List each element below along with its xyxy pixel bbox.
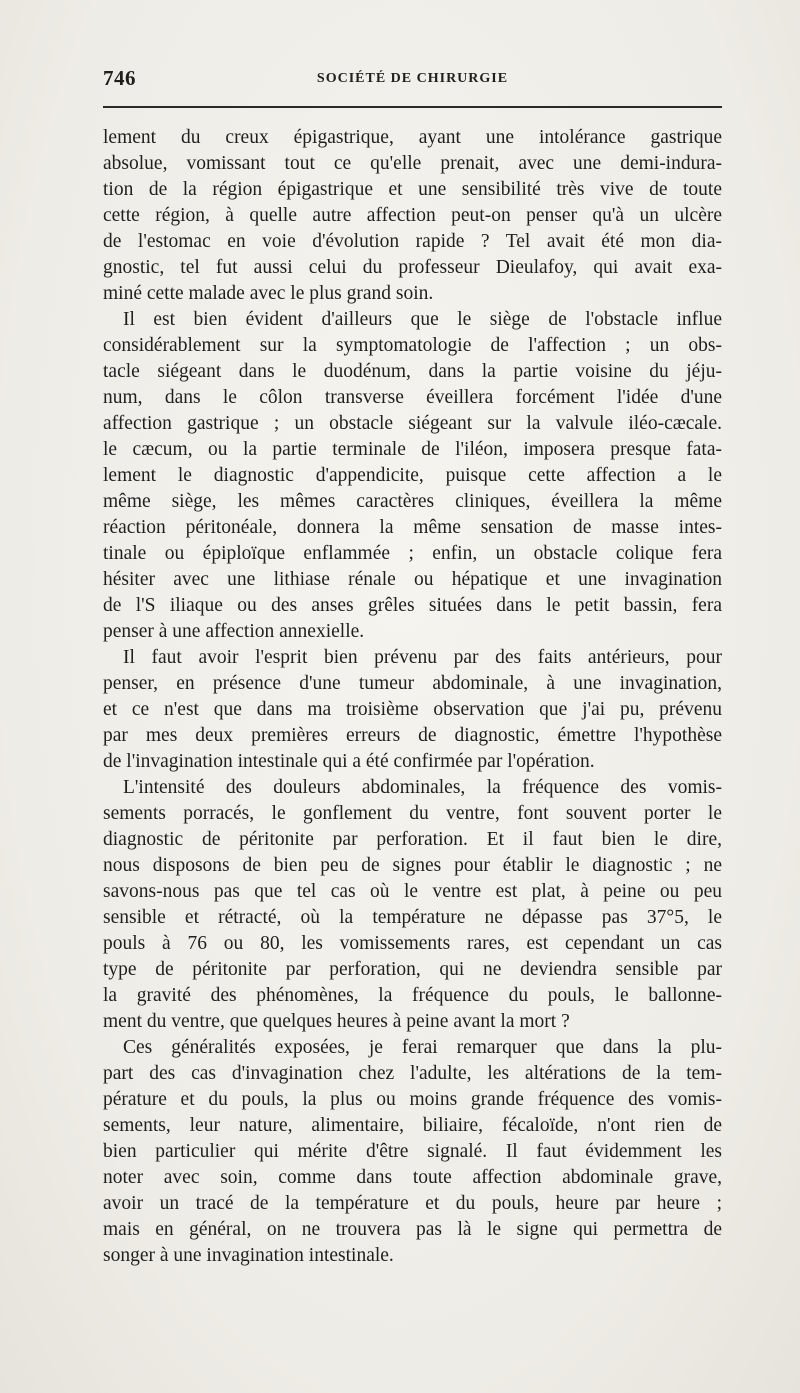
text-line: même siège, les mêmes caractères cliniques, éveillera la même — [103, 491, 722, 512]
text-line: réaction péritonéale, donnera la même sensation de masse intes- — [103, 517, 722, 538]
text-line: lement le diagnostic d'appendicite, puisque cette affection a le — [103, 465, 722, 486]
text-line: la gravité des phénomènes, la fréquence du pouls, le ballonne- — [103, 985, 722, 1006]
text-line: tinale ou épiploïque enflammée ; enfin, un obstacle colique fera — [103, 543, 722, 564]
text-line: tion de la région épigastrique et une sensibilité très vive de toute — [103, 179, 722, 200]
text-line: affection gastrique ; un obstacle siégeant sur la valvule iléo-cæcale. — [103, 413, 722, 434]
text-line: avoir un tracé de la température et du pouls, heure par heure ; — [103, 1193, 722, 1214]
text-line: penser, en présence d'une tumeur abdominale, à une invagination, — [103, 673, 722, 694]
text-line: cette région, à quelle autre affection peut-on penser qu'à un ulcère — [103, 205, 722, 226]
text-line: et ce n'est que dans ma troisième observation que j'ai pu, prévenu — [103, 699, 722, 720]
text-line: Il faut avoir l'esprit bien prévenu par des faits antérieurs, pour — [123, 647, 722, 668]
paragraph — [103, 775, 722, 1035]
text-line: tacle siégeant dans le duodénum, dans la partie voisine du jéju- — [103, 361, 722, 382]
text-line: le cæcum, ou la partie terminale de l'iléon, imposera presque fata- — [103, 439, 722, 460]
text-line: sensible et rétracté, où la température ne dépasse pas 37°5, le — [103, 907, 722, 928]
text-line: part des cas d'invagination chez l'adulte, les altérations de la tem- — [103, 1063, 722, 1084]
text-line: considérablement sur la symptomatologie de l'affection ; un obs- — [103, 335, 722, 356]
body-text — [103, 125, 722, 1269]
running-head: SOCIÉTÉ DE CHIRURGIE — [316, 71, 509, 86]
header-rule — [103, 106, 722, 108]
text-line: songer à une invagination intestinale. — [103, 1245, 394, 1266]
text-line: absolue, vomissant tout ce qu'elle prenait, avec une demi-indura- — [103, 153, 722, 174]
text-line: pouls à 76 ou 80, les vomissements rares, est cependant un cas — [103, 933, 722, 954]
text-line: nous disposons de bien peu de signes pour établir le diagnostic ; ne — [103, 855, 722, 876]
paragraph — [103, 1035, 722, 1269]
text-line: miné cette malade avec le plus grand soin. — [103, 283, 434, 304]
text-line: sements porracés, le gonflement du ventre, font souvent porter le — [103, 803, 722, 824]
text-line: pérature et du pouls, la plus ou moins grande fréquence des vomis- — [103, 1089, 722, 1110]
text-line: de l'estomac en voie d'évolution rapide ? Tel avait été mon dia- — [103, 231, 722, 252]
page-number: 746 — [103, 66, 136, 90]
text-line: sements, leur nature, alimentaire, biliaire, fécaloïde, n'ont rien de — [103, 1115, 722, 1136]
text-line: mais en général, on ne trouvera pas là le signe qui permettra de — [103, 1219, 722, 1240]
text-line: gnostic, tel fut aussi celui du professeur Dieulafoy, qui avait exa- — [103, 257, 722, 278]
text-line: diagnostic de péritonite par perforation. Et il faut bien le dire, — [103, 829, 722, 850]
paragraph — [103, 645, 722, 775]
paragraph — [103, 307, 722, 645]
text-line: hésiter avec une lithiase rénale ou hépatique et une invagination — [103, 569, 722, 590]
text-line: par mes deux premières erreurs de diagnostic, émettre l'hypothèse — [103, 725, 722, 746]
text-line: penser à une affection annexielle. — [103, 621, 365, 642]
text-line: num, dans le côlon transverse éveillera forcément l'idée d'une — [103, 387, 722, 408]
text-line: Il est bien évident d'ailleurs que le siège de l'obstacle influe — [123, 309, 722, 330]
text-line: savons-nous pas que tel cas où le ventre est plat, à peine ou peu — [103, 881, 722, 902]
text-line: lement du creux épigastrique, ayant une intolérance gastrique — [103, 127, 722, 148]
page-header — [103, 66, 722, 98]
paragraph — [103, 125, 722, 307]
text-line: bien particulier qui mérite d'être signalé. Il faut évidemment les — [103, 1141, 722, 1162]
text-line: Ces généralités exposées, je ferai remarquer que dans la plu- — [123, 1037, 722, 1058]
text-line: de l'S iliaque ou des anses grêles situées dans le petit bassin, fera — [103, 595, 722, 616]
text-line: ment du ventre, que quelques heures à peine avant la mort ? — [103, 1011, 570, 1032]
text-line: de l'invagination intestinale qui a été confirmée par l'opération. — [103, 751, 595, 772]
text-line: L'intensité des douleurs abdominales, la fréquence des vomis- — [123, 777, 722, 798]
text-line: noter avec soin, comme dans toute affection abdominale grave, — [103, 1167, 722, 1188]
text-line: type de péritonite par perforation, qui ne deviendra sensible par — [103, 959, 722, 980]
